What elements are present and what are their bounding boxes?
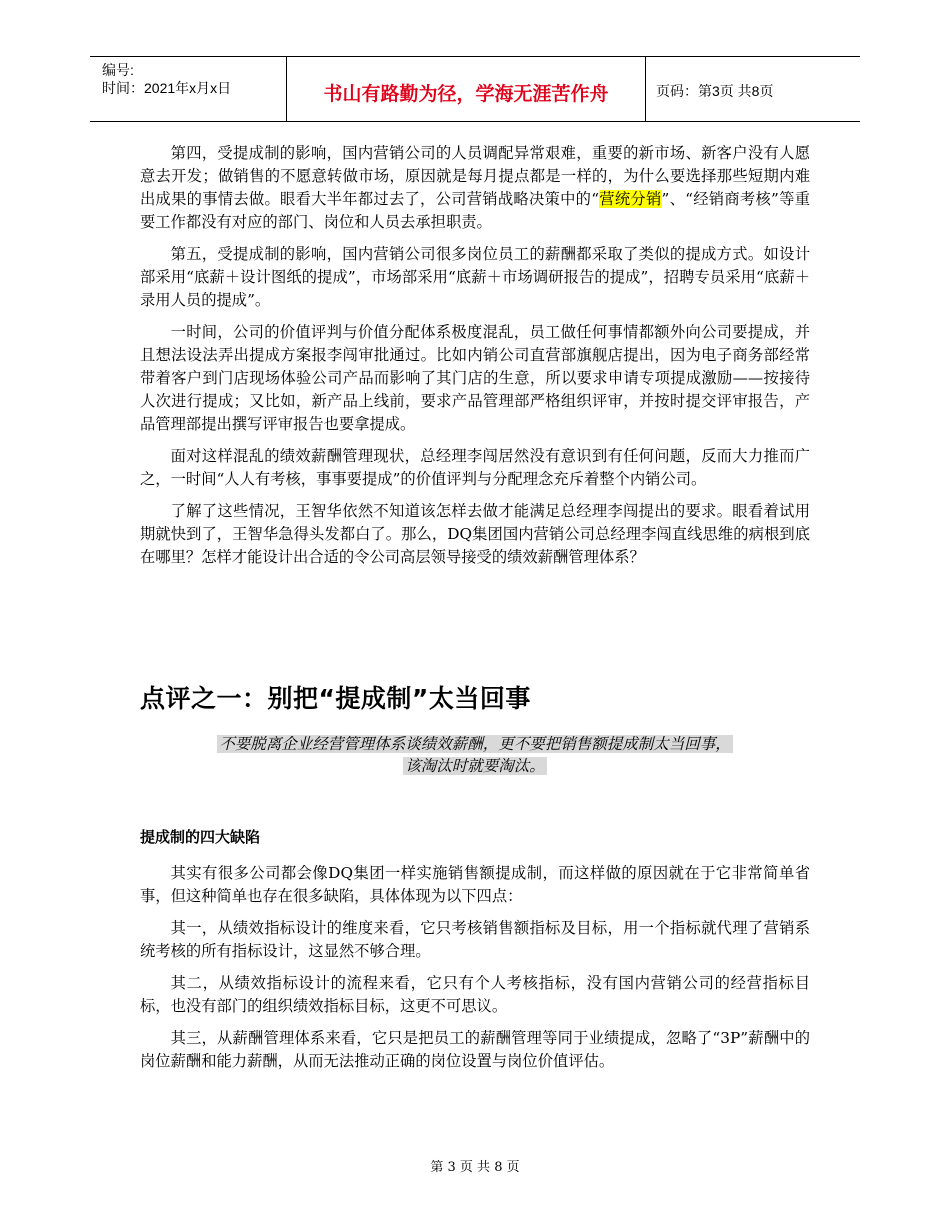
subheading: 提成制的四大缺陷 bbox=[140, 828, 261, 846]
header-motto: 书山有路勤为径，学海无涯苦作舟 bbox=[323, 83, 609, 105]
header-motto-cell bbox=[287, 57, 646, 121]
header-page-number: 页码：第3页 共8页 bbox=[656, 83, 774, 99]
paragraph: 其实有很多公司都会像DQ集团一样实施销售额提成制，而这样做的原因就在于它非常简单省事，但这种简单也存在很多缺陷，具体体现为以下四点： bbox=[140, 864, 810, 905]
quote-line: 该淘汰时就要淘汰。 bbox=[405, 757, 545, 775]
paragraph: 面对这样混乱的绩效薪酬管理现状，总经理李闯居然没有意识到有任何问题，反而大力推而广之，一时间“人人有考核，事事要提成”的价值评判与分配理念充斥着整个内销公司。 bbox=[140, 447, 810, 488]
paragraph: 一时间，公司的价值评判与价值分配体系极度混乱，员工做任何事情都额外向公司要提成，并且想法设法弄出提成方案报李闯审批通过。比如内销公司直营部旗舰店提出，因为电子商务部经常带着客户到门店现场体验公司产品而影响了其门店的生意，所以要求申请专项提成激励——按接待人次进行提成；又比如，新产品上线前，要求产品管理部严格组织评审，并按时提交评审报告，产品管理部提出撰写评审报告也要拿提成。 bbox=[140, 323, 810, 433]
body-section-top bbox=[140, 142, 810, 578]
body-section-bottom bbox=[140, 862, 810, 1082]
paragraph: 其一，从绩效指标设计的维度来看，它只考核销售额指标及目标，用一个指标就代理了营销系统考核的所有指标设计，这显然不够合理。 bbox=[140, 919, 810, 960]
paragraph: 其二，从绩效指标设计的流程来看，它只有个人考核指标，没有国内营销公司的经营指标目标，也没有部门的组织绩效指标目标，这更不可思议。 bbox=[140, 974, 810, 1015]
paragraph: 了解了这些情况，王智华依然不知道该怎样去做才能满足总经理李闯提出的要求。眼看着试用期就快到了，王智华急得头发都白了。那么，DQ集团国内营销公司总经理李闯直线思维的病根到底在哪里？怎样才能设计出合适的令公司高层领导接受的绩效薪酬管理体系？ bbox=[140, 502, 810, 566]
document-time-label: 时间：2021年x月x日 bbox=[102, 80, 232, 96]
header-meta-cell bbox=[90, 57, 287, 121]
paragraph: 第五，受提成制的影响，国内营销公司很多岗位员工的薪酬都采取了类似的提成方式。如设计部采用“底薪＋设计图纸的提成”，市场部采用“底薪＋市场调研报告的提成”，招聘专员采用“底薪＋录用人员的提成”。 bbox=[140, 245, 810, 309]
header-page-cell bbox=[646, 57, 860, 121]
page-header bbox=[90, 56, 860, 122]
paragraph: 第四，受提成制的影响，国内营销公司的人员调配异常艰难，重要的新市场、新客户没有人愿意去开发；做销售的不愿意转做市场，原因就是每月提点都是一样的，为什么要选择那些短期内难出成果的事情去做。眼看大半年都过去了，公司营销战略决策中的“营统分销”、“经销商考核”等重要工作都没有对应的部门、岗位和人员去承担职责。 bbox=[140, 144, 810, 231]
paragraph: 其三，从薪酬管理体系来看，它只是把员工的薪酬管理等同于业绩提成，忽略了“3P”薪酬中的岗位薪酬和能力薪酬，从而无法推动正确的岗位设置与岗位价值评估。 bbox=[140, 1029, 810, 1070]
section-title: 点评之一：别把“提成制”太当回事 bbox=[140, 684, 531, 713]
highlighted-text: 营统分销 bbox=[599, 190, 662, 208]
quote-line: 不要脱离企业经营管理体系谈绩效薪酬，更不要把销售额提成制太当回事， bbox=[219, 735, 731, 753]
pull-quote bbox=[140, 733, 810, 777]
document-number-label: 编号: bbox=[102, 62, 134, 78]
page-footer: 第 3 页 共 8 页 bbox=[430, 1160, 520, 1175]
